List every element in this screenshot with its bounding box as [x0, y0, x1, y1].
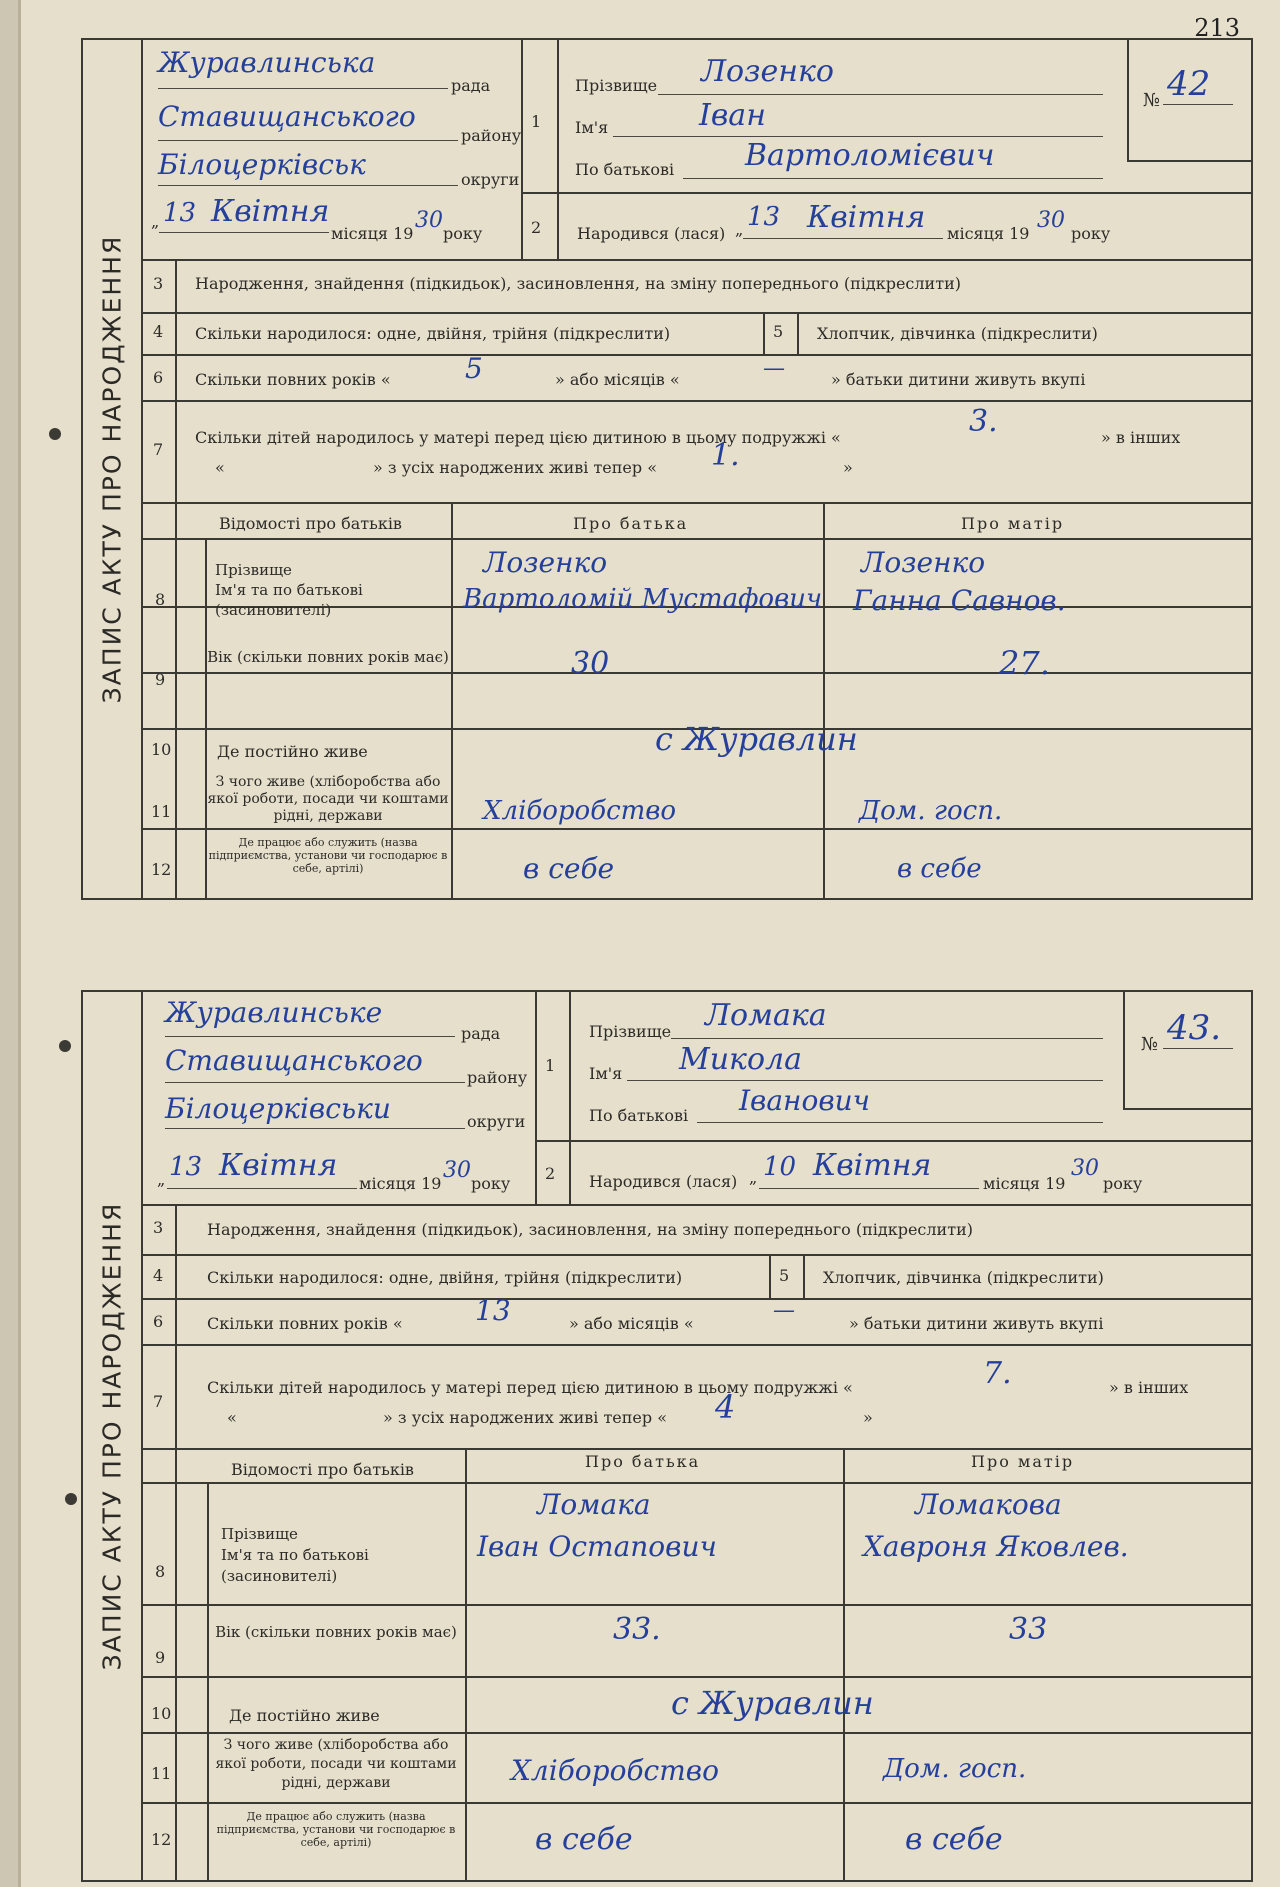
rule-line — [143, 1604, 1251, 1606]
reg-day: 13 — [163, 198, 197, 228]
child-patronymic: Іванович — [739, 1084, 871, 1117]
form-text-parents-head-father: Про батька — [573, 514, 689, 533]
rule-line — [158, 88, 448, 89]
rule-line — [1123, 992, 1125, 1110]
father-age: 30 — [571, 646, 610, 681]
mother-occupation: Дом. госп. — [859, 796, 1003, 826]
rada-value: Журавлинське — [165, 996, 383, 1029]
form-text-row4-num: 4 — [153, 1266, 164, 1285]
rule-line — [175, 259, 177, 529]
rule-line — [759, 1188, 979, 1189]
birth-record-2: ЗАПИС АКТУ ПРО НАРОДЖЕННЯ Журавлинське рада Ставищанського району Білоцерківськи округи „ 13 Квітня місяця 19 30 року 1 Прізвище Ломака Ім'я Микола По батькові Іванович № 43. 2 Народився (лася) „ 10 Квітня місяця 19 30 року 3 Народження, знайдення (підкидьок), засиновлення, на зміну попереднього (підкреслити) 4 Скільки народилося: одне, двійня, трійня (підкреслити) 5 Хлопчик, дівчинка (підкреслити) 6 Скільки повних років « 13 » або місяців « — » батьки дитини живуть вкупі 7 Скільки дітей народилось у матері перед цією дитиною в цьому подружжі « 7. » в інших « » з усіх народжених живі тепер « 4 » Відомості про батьків Про батька Про матір 8 Прізвище Ім'я та по батькові (засиновителі) Ломака Іван Остапович Ломакова Хавроня Яковлев. 9 Вік (скільки повних років має) 33. 33 10 Де постійно живе с Журавлин 11 З чого живе (хліборобства або якої роботи, посади чи коштами рідні, держави Хліборобство Дом. госп. 12 Де працює або служить (назва підприємства, установи чи господарює в себе, артілі) в себе в себе — [81, 990, 1253, 1882]
rule-line — [143, 502, 1251, 504]
binding-hole — [65, 1493, 77, 1505]
rule-line — [175, 502, 177, 898]
form-text-row7-label-d: » з усіх народжених живі тепер « — [373, 458, 658, 477]
record-side-title — [83, 40, 143, 898]
form-text-row8-label: Прізвище Ім'я та по батькові (засиновителі) — [215, 561, 363, 619]
row5-text: Хлопчик, дівчинка (підкреслити) — [823, 1268, 1104, 1287]
rule-line — [143, 672, 1251, 674]
child-surname: Лозенко — [701, 54, 834, 89]
rule-line — [763, 312, 765, 354]
form-text-row1-surname-label: Прізвище — [575, 76, 658, 95]
rada-label: рада — [451, 76, 491, 95]
form-text-row5-num: 5 — [779, 1266, 790, 1285]
okruh-value: Білоцерківськи — [165, 1092, 391, 1125]
rule-line — [1127, 40, 1129, 162]
form-text-row7-label-a: Скільки дітей народилось у матері перед цією дитиною в цьому подружжі « — [195, 428, 841, 447]
rule-line — [683, 178, 1103, 179]
children-this-marriage: 3. — [969, 404, 998, 439]
rule-line — [143, 259, 1251, 261]
row3-text: Народження, знайдення (підкидьок), засиновлення, на зміну попереднього (підкреслити) — [195, 274, 961, 293]
birth-day: 10 — [763, 1152, 797, 1182]
form-text-row1-name-label: Ім'я — [589, 1064, 623, 1083]
rule-line — [158, 140, 458, 141]
record-number: 42 — [1167, 64, 1211, 104]
rule-line — [521, 192, 1251, 194]
form-text-record-no-label: № — [1143, 90, 1161, 111]
form-text-row1-name-label: Ім'я — [575, 118, 609, 137]
form-text-row6-label-b: » або місяців « — [569, 1314, 694, 1333]
record-number: 43. — [1167, 1008, 1222, 1048]
form-text-row2-month-label: місяця 19 — [947, 224, 1030, 243]
form-text-row1-num: 1 — [545, 1056, 556, 1075]
form-text-row12-label: Де працює або служить (назва підприємства, установи чи господарює в себе, артілі) — [216, 1810, 456, 1849]
reg-month: Квітня — [211, 194, 330, 229]
father-age: 33. — [613, 1612, 661, 1647]
children-alive: 1. — [711, 438, 740, 473]
okruh-label: округи — [467, 1112, 526, 1131]
form-text-row6-label-b: » або місяців « — [555, 370, 680, 389]
child-name: Микола — [679, 1042, 803, 1077]
father-workplace: в себе — [523, 852, 615, 885]
form-text-parents-head-mother: Про матір — [971, 1452, 1075, 1471]
rule-line — [843, 1448, 845, 1880]
form-text-row7-label-b: » в інших — [1109, 1378, 1189, 1397]
mother-name: Ганна Савнов. — [853, 584, 1066, 617]
form-text-row3-num: 3 — [153, 1218, 164, 1237]
father-name: Іван Остапович — [477, 1530, 717, 1563]
mother-workplace: в себе — [897, 854, 982, 884]
reg-year-label: року — [443, 224, 483, 243]
rule-line — [658, 94, 1103, 95]
rule-line — [165, 1082, 465, 1083]
rule-line — [175, 1204, 177, 1480]
form-text-row11-label: З чого живе (хліборобства або якої роботи, посади чи коштами рідні, держави — [215, 1737, 457, 1791]
rule-line — [797, 312, 799, 354]
rayon-value: Ставищанського — [165, 1044, 423, 1077]
archive-page — [18, 0, 1280, 1887]
form-text-row2-year: 30 — [1071, 1156, 1099, 1181]
rule-line — [167, 1188, 357, 1189]
rule-line — [165, 1128, 465, 1129]
form-text-row7-label-c: « — [215, 458, 225, 477]
rule-line — [671, 1038, 1103, 1039]
form-text-row6-label-c: » батьки дитини живуть вкупі — [849, 1314, 1104, 1333]
rule-line — [1127, 160, 1251, 162]
form-text-row10-label: Де постійно живе — [229, 1706, 380, 1725]
rule-line — [143, 1482, 1251, 1484]
form-text-row7-label-a: Скільки дітей народилось у матері перед цією дитиною в цьому подружжі « — [207, 1378, 853, 1397]
rada-value: Журавлинська — [158, 46, 376, 79]
okruh-value: Білоцерківськ — [158, 148, 366, 181]
form-text-row7-label-e: » — [843, 458, 853, 477]
reg-month-label: місяця 19 — [331, 224, 414, 243]
form-text-row1-num: 1 — [531, 112, 542, 131]
mother-workplace: в себе — [905, 1822, 1003, 1857]
mother-occupation: Дом. госп. — [883, 1754, 1027, 1784]
father-name: Вартоломій Мустафович — [463, 584, 823, 614]
rule-line — [175, 1448, 177, 1880]
form-text-row11-num: 11 — [151, 802, 172, 821]
form-text-row4-num: 4 — [153, 322, 164, 341]
reg-year: 30 — [443, 1158, 471, 1183]
rule-line — [451, 502, 453, 898]
rule-line — [1163, 1048, 1233, 1049]
rule-line — [1163, 104, 1233, 105]
child-surname: Ломака — [705, 998, 827, 1033]
mother-age: 33 — [1009, 1612, 1048, 1647]
form-text-row2-label: Народився (лася) — [589, 1172, 738, 1191]
rule-line — [823, 502, 825, 898]
form-text-row12-label: Де працює або служить (назва підприємства, установи чи господарює в себе, артілі) — [208, 836, 448, 875]
row5-text: Хлопчик, дівчинка (підкреслити) — [817, 324, 1098, 343]
rule-line — [143, 538, 1251, 540]
rule-line — [143, 1732, 1251, 1734]
child-patronymic: Вартоломієвич — [745, 138, 995, 173]
rayon-label: району — [467, 1068, 528, 1087]
rule-line — [143, 1448, 1251, 1450]
residence: с Журавлин — [671, 1684, 874, 1722]
father-surname: Ломака — [537, 1488, 651, 1521]
form-text-row9-num: 9 — [155, 1648, 166, 1667]
reg-month: Квітня — [219, 1148, 338, 1183]
rule-line — [697, 1122, 1103, 1123]
rule-line — [803, 1254, 805, 1298]
form-text-row8-label: Прізвище Ім'я та по батькові (засиновителі) — [221, 1525, 369, 1585]
father-occupation: Хліборобство — [483, 796, 677, 826]
father-workplace: в себе — [535, 1822, 633, 1857]
row4-text: Скільки народилося: одне, двійня, трійня (підкреслити) — [207, 1268, 683, 1287]
form-text-row1-patronymic-label: По батькові — [589, 1106, 689, 1125]
form-text-row5-num: 5 — [773, 322, 784, 341]
rule-line — [143, 1298, 1251, 1300]
rule-line — [557, 40, 559, 259]
form-text-row2-year-label: року — [1071, 224, 1111, 243]
rule-line — [158, 185, 458, 186]
form-text-record-no-label: № — [1141, 1034, 1159, 1055]
rule-line — [769, 1254, 771, 1298]
mother-age: 27. — [999, 644, 1050, 682]
form-text-row6-months: — — [763, 356, 785, 381]
row4-text: Скільки народилося: одне, двійня, трійня (підкреслити) — [195, 324, 671, 343]
form-text-row8-num: 8 — [155, 1562, 166, 1581]
form-text-row2-num: 2 — [545, 1164, 556, 1183]
form-text-row2-year: 30 — [1037, 208, 1065, 233]
father-surname: Лозенко — [483, 546, 608, 579]
rule-line — [143, 828, 1251, 830]
binding-hole — [49, 428, 61, 440]
page-number: 213 — [1194, 14, 1240, 42]
form-text-row10-num: 10 — [151, 1704, 172, 1723]
form-text-row9-num: 9 — [155, 670, 166, 689]
rule-line — [535, 1140, 1251, 1142]
form-text-row6-label-a: Скільки повних років « — [195, 370, 391, 389]
form-text-row7-label-c: « — [227, 1408, 237, 1427]
form-text-row3-num: 3 — [153, 274, 164, 293]
form-text-row7-label-b: » в інших — [1101, 428, 1181, 447]
form-text-row6-num: 6 — [153, 1312, 164, 1331]
form-text-row9-label: Вік (скільки повних років має) — [215, 1623, 457, 1641]
mother-surname: Ломакова — [915, 1488, 1062, 1521]
children-this-marriage: 7. — [983, 1356, 1012, 1391]
rule-line — [613, 136, 1103, 137]
rule-line — [143, 312, 1251, 314]
form-text-row6-label-a: Скільки повних років « — [207, 1314, 403, 1333]
mother-name: Хавроня Яковлев. — [863, 1530, 1129, 1563]
rayon-value: Ставищанського — [158, 100, 416, 133]
rule-line — [159, 232, 329, 233]
form-text-row6-label-c: » батьки дитини живуть вкупі — [831, 370, 1086, 389]
children-alive: 4 — [715, 1388, 736, 1426]
form-text-row7-label-d: » з усіх народжених живі тепер « — [383, 1408, 668, 1427]
rule-line — [627, 1080, 1103, 1081]
reg-year: 30 — [415, 208, 443, 233]
rule-line — [143, 1802, 1251, 1804]
birth-month: Квітня — [813, 1148, 932, 1183]
reg-day: 13 — [169, 1152, 203, 1182]
reg-month-label: місяця 19 — [359, 1174, 442, 1193]
form-text-row2-month-label: місяця 19 — [983, 1174, 1066, 1193]
form-text-side-title: ЗАПИС АКТУ ПРО НАРОДЖЕННЯ — [97, 1201, 127, 1671]
rule-line — [143, 1676, 1251, 1678]
rule-line — [569, 992, 571, 1204]
rule-line — [1123, 1108, 1251, 1110]
years-together: 13 — [475, 1294, 511, 1327]
okruh-label: округи — [461, 170, 520, 189]
form-text-row2-label: Народився (лася) — [577, 224, 726, 243]
birth-record-1: ЗАПИС АКТУ ПРО НАРОДЖЕННЯ Журавлинська рада Ставищанського району Білоцерківськ округи „ 13 Квітня місяця 19 30 року 1 Прізвище Лозенко Ім'я Іван По батькові Вартоломієвич № 42 2 Народився (лася) „ 13 Квітня місяця 19 30 року 3 Народження, знайдення (підкидьок), засиновлення, на зміну попереднього (підкреслити) 4 Скільки народилося: одне, двійня, трійня (підкреслити) 5 Хлопчик, дівчинка (підкреслити) 6 Скільки повних років « 5 » або місяців « — » батьки дитини живуть вкупі 7 Скільки дітей народилось у матері перед цією дитиною в цьому подружжі « 3. » в інших « » з усіх народжених живі тепер « 1. » Відомості про батьків Про батька Про матір 8 Прізвище Ім'я та по батькові (засиновителі) Лозенко Вартоломій Мустафович Лозенко Ганна Савнов. 9 Вік (скільки повних років має) 30 27. 10 Де постійно живе с Журавлин 11 З чого живе (хліборобства або якої роботи, посади чи коштами рідні, держави Хліборобство Дом. госп. 12 Де працює або служить (назва підприємства, установи чи господарює в себе, артілі) в себе в себе — [81, 38, 1253, 900]
binding-hole — [59, 1040, 71, 1052]
form-text-row7-label-e: » — [863, 1408, 873, 1427]
rule-line — [143, 1254, 1251, 1256]
birth-month: Квітня — [807, 200, 926, 235]
rule-line — [521, 40, 523, 259]
row3-text: Народження, знайдення (підкидьок), засиновлення, на зміну попереднього (підкреслити) — [207, 1220, 973, 1239]
record-side-title — [83, 992, 143, 1880]
form-text-row1-surname-label: Прізвище — [589, 1022, 672, 1041]
form-text-row7-num: 7 — [153, 440, 164, 459]
form-text-row2-year-label: року — [1103, 1174, 1143, 1193]
form-text-row2-num: 2 — [531, 218, 542, 237]
birth-day: 13 — [747, 202, 781, 232]
residence: с Журавлин — [655, 720, 858, 758]
child-name: Іван — [699, 98, 766, 133]
form-text-parents-head-father: Про батька — [585, 1452, 701, 1471]
form-text-row8-num: 8 — [155, 590, 166, 609]
rule-line — [165, 1036, 455, 1037]
form-text-parents-head-mother: Про матір — [961, 514, 1065, 533]
form-text-row12-num: 12 — [151, 1830, 172, 1849]
form-text-parents-head-info: Відомості про батьків — [231, 1460, 414, 1479]
rule-line — [465, 1448, 467, 1880]
form-text-row11-num: 11 — [151, 1764, 172, 1783]
form-text-row10-label: Де постійно живе — [217, 742, 368, 761]
rada-label: рада — [461, 1024, 501, 1043]
form-text-row12-num: 12 — [151, 860, 172, 879]
rule-line — [743, 238, 943, 239]
form-text-row1-patronymic-label: По батькові — [575, 160, 675, 179]
form-text-row11-label: З чого живе (хліборобства або якої роботи, посади чи коштами рідні, держави — [207, 774, 449, 824]
father-occupation: Хліборобство — [511, 1754, 719, 1787]
reg-year-label: року — [471, 1174, 511, 1193]
form-text-row7-num: 7 — [153, 1392, 164, 1411]
form-text-parents-head-info: Відомості про батьків — [219, 514, 402, 533]
form-text-row6-months: — — [773, 1298, 795, 1323]
rule-line — [535, 992, 537, 1204]
form-text-row10-num: 10 — [151, 740, 172, 759]
form-text-row9-label: Вік (скільки повних років має) — [207, 648, 449, 666]
years-together: 5 — [465, 352, 483, 385]
rule-line — [143, 354, 1251, 356]
rule-line — [143, 400, 1251, 402]
form-text-row6-num: 6 — [153, 368, 164, 387]
rule-line — [143, 1204, 1251, 1206]
rayon-label: району — [461, 126, 522, 145]
rule-line — [143, 1344, 1251, 1346]
form-text-side-title: ЗАПИС АКТУ ПРО НАРОДЖЕННЯ — [97, 234, 127, 704]
mother-surname: Лозенко — [861, 546, 986, 579]
